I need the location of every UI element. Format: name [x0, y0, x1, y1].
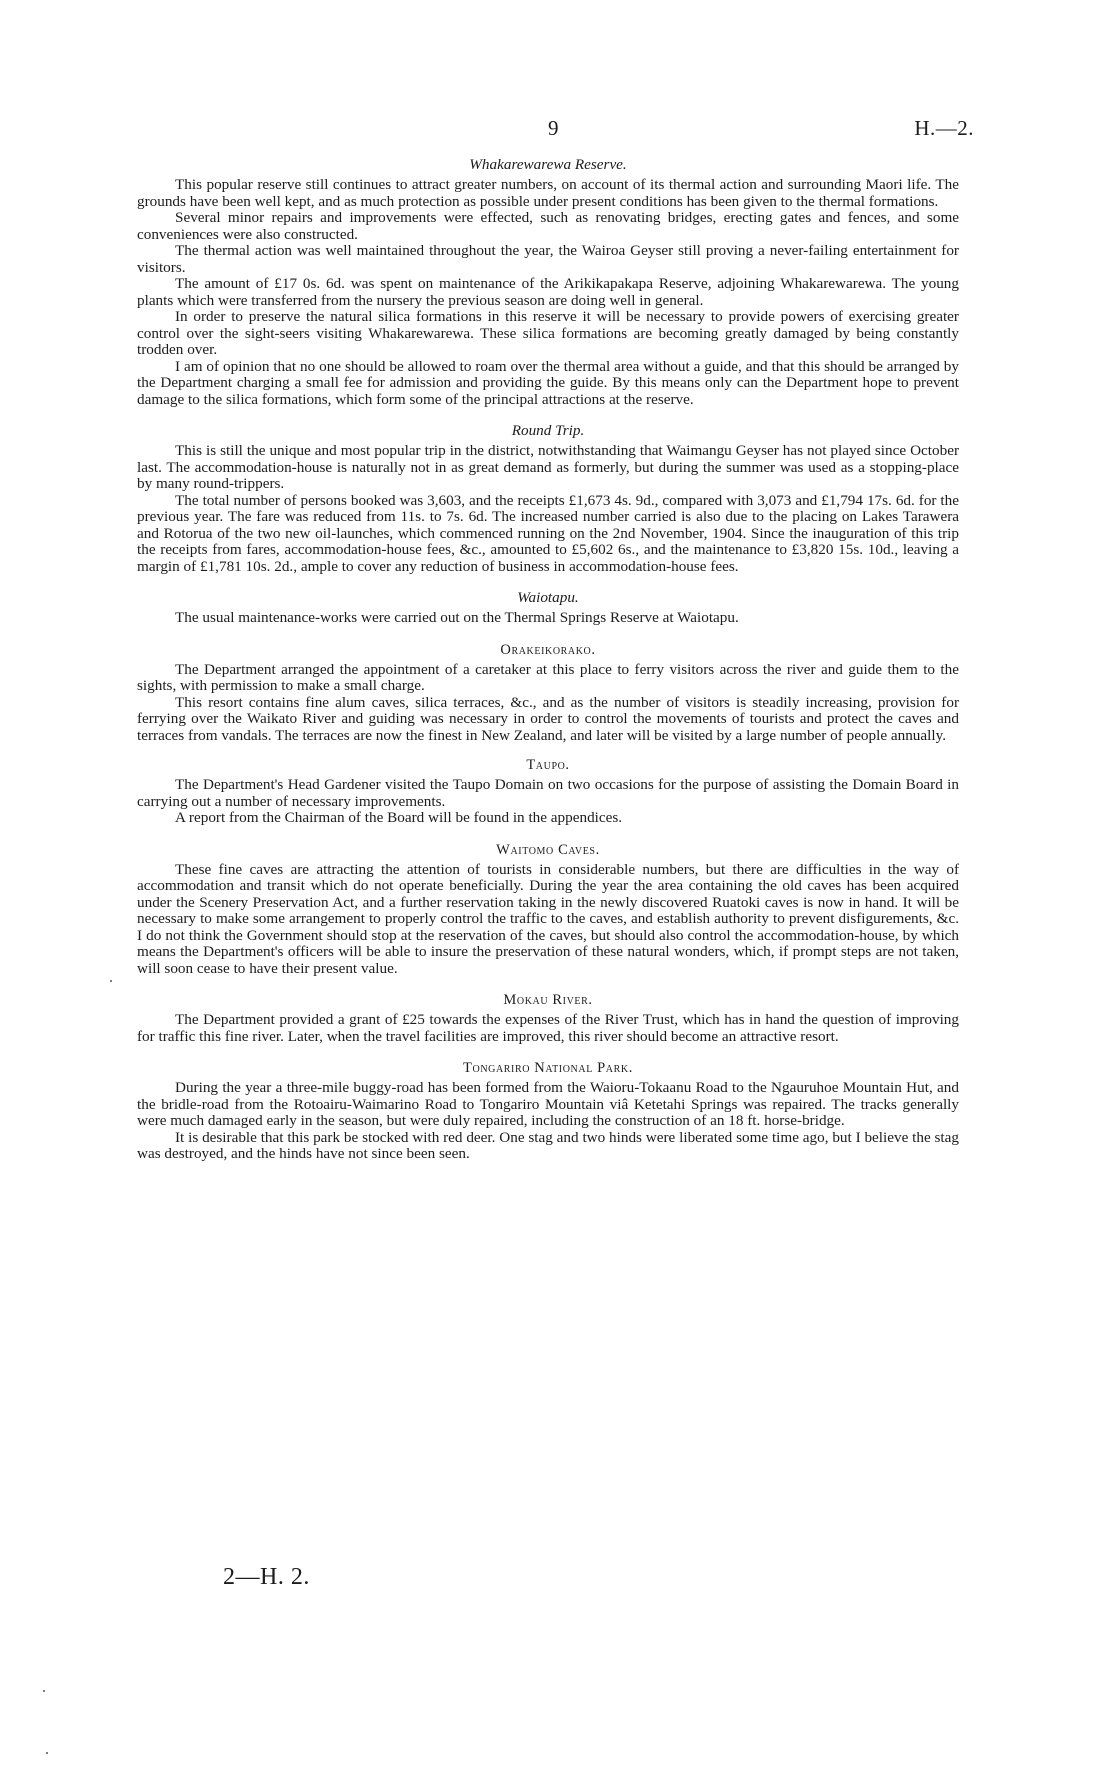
paragraph: This popular reserve still continues to attract greater numbers, on account of its thermal action and surrounding Maori life. The grounds have been well kept, and as much protection as possible under present conditions has been given to the thermal formations. — [137, 176, 959, 210]
paragraph: I am of opinion that no one should be allowed to roam over the thermal area without a guide, and that this should be arranged by the Department charging a small fee for admission and providing the guide. By this means only can the Department hope to prevent damage to the silica formations, which form some of the principal attractions at the reserve. — [137, 357, 959, 408]
section-title: Whakarewarewa Reserve. — [469, 156, 627, 173]
section-title: Mokau River. — [503, 992, 593, 1008]
paragraph: The Department provided a grant of £25 towards the expenses of the River Trust, which has in hand the question of improving for traffic this fine river. Later, when the travel facilities are improved, this river should become an attractive resort. — [137, 1011, 959, 1045]
page-number: 9 — [548, 116, 559, 140]
section-title: Round Trip. — [511, 422, 585, 439]
section-orakeikorako — [137, 641, 959, 745]
section-taupo — [137, 756, 959, 827]
section-waitomo-caves — [137, 841, 959, 978]
paragraph: These fine caves are attracting the attention of tourists in considerable numbers, but there are difficulties in the way of accommodation and transit which do not operate beneficially. During the year the area containing the old caves has been acquired under the Scenery Preservation Act, and a further reservation taking in the newly discovered Ruatoki caves is now in hand. It will be necessary to make some arrangement to properly control the traffic to the caves, and establish authority to prevent disfigurements, &c. I do not think the Government should stop at the reservation of the caves, but should also control the accommodation-house, by which means the Department's officers will be able to insure the preservation of these natural wonders, which, if prompt steps are not taken, will soon cease to have their present value. — [137, 860, 959, 977]
section-round-trip — [137, 422, 959, 575]
section-title: Taupo. — [526, 757, 570, 773]
paragraph: It is desirable that this park be stocked with red deer. One stag and two hinds were liberated some time ago, but I believe the stag was destroyed, and the hinds have not since been seen. — [137, 1128, 959, 1162]
section-title: Tongariro National Park. — [463, 1060, 633, 1076]
paragraph: During the year a three-mile buggy-road has been formed from the Waioru-Tokaanu Road to the Ngauruhoe Mountain Hut, and the bridle-road from the Rotoairu-Waimarino Road to Tongariro Mountain viâ Ketetahi Springs was repaired. The tracks generally were much damaged early in the season, but were duly repaired, including the construction of an 18 ft. horse-bridge. — [137, 1079, 959, 1129]
paragraph: Several minor repairs and improvements were effected, such as renovating bridges, erecting gates and fences, and some conveniences were also constructed. — [137, 209, 959, 243]
paragraph: The Department arranged the appointment of a caretaker at this place to ferry visitors across the river and guide them to the sights, with permission to make a small charge. — [137, 660, 959, 694]
paragraph: In order to preserve the natural silica formations in this reserve it will be necessary to provide powers of exercising greater control over the sight-seers visiting Whakarewarewa. These silica formations are becoming greatly damaged by being constantly trodden over. — [137, 308, 959, 358]
section-title: Waitomo Caves. — [496, 841, 600, 858]
section-tongariro-national-park — [137, 1059, 959, 1163]
section-mokau-river — [137, 991, 959, 1045]
paragraph: The thermal action was well maintained throughout the year, the Wairoa Geyser still proving a never-failing entertainment for visitors. — [137, 242, 959, 276]
section-title: Waiotapu. — [517, 589, 579, 606]
paragraph: The Department's Head Gardener visited the Taupo Domain on two occasions for the purpose of assisting the Domain Board in carrying out a number of necessary improvements. — [137, 776, 959, 810]
paragraph: This is still the unique and most popular trip in the district, notwithstanding that Waimangu Geyser has not played since October last. The accommodation-house is naturally not in as great demand as formerly, but during the summer was used as a stopping-place by many round-trippers. — [137, 442, 959, 492]
paragraph: The amount of £17 0s. 6d. was spent on maintenance of the Arikikapakapa Reserve, adjoining Whakarewarewa. The young plants which were transferred from the nursery the previous season are doing well in general. — [137, 275, 959, 309]
scan-speck — [43, 1690, 45, 1692]
section-title: Orakeikorako. — [500, 641, 596, 658]
scan-speck — [110, 980, 112, 982]
paragraph: A report from the Chairman of the Board will be found in the appendices. — [175, 809, 623, 826]
section-whakarewarewa — [137, 156, 959, 408]
paragraph: The total number of persons booked was 3,603, and the receipts £1,673 4s. 9d., compared with 3,073 and £1,794 17s. 6d. for the previous year. The fare was reduced from 11s. to 7s. 6d. The increased number carried is also due to the placing on Lakes Tarawera and Rotorua of the two new oil-launches, which commenced running on the 2nd November, 1904. Since the inauguration of this trip the receipts from fares, accommodation-house fees, &c., amounted to £5,602 6s., and the maintenance to £3,820 15s. 10d., leaving a margin of £1,781 10s. 2d., ample to cover any reduction of business in accommodation-house fees. — [137, 491, 959, 575]
section-waiotapu — [137, 589, 959, 627]
document-reference: H.—2. — [914, 116, 974, 140]
scan-speck — [46, 1752, 48, 1754]
signature-mark: 2—H. 2. — [223, 1564, 310, 1590]
paragraph: The usual maintenance-works were carried out on the Thermal Springs Reserve at Waiotapu. — [175, 609, 739, 626]
paragraph: This resort contains fine alum caves, silica terraces, &c., and as the number of visitors is steadily increasing, provision for ferrying over the Waikato River and guiding was necessary in order to control the movements of tourists and protect the caves and terraces from vandals. The terraces are now the finest in New Zealand, and later will be visited by a large number of people annually. — [137, 693, 959, 744]
page-header — [0, 116, 1114, 146]
page-body — [137, 156, 959, 1163]
